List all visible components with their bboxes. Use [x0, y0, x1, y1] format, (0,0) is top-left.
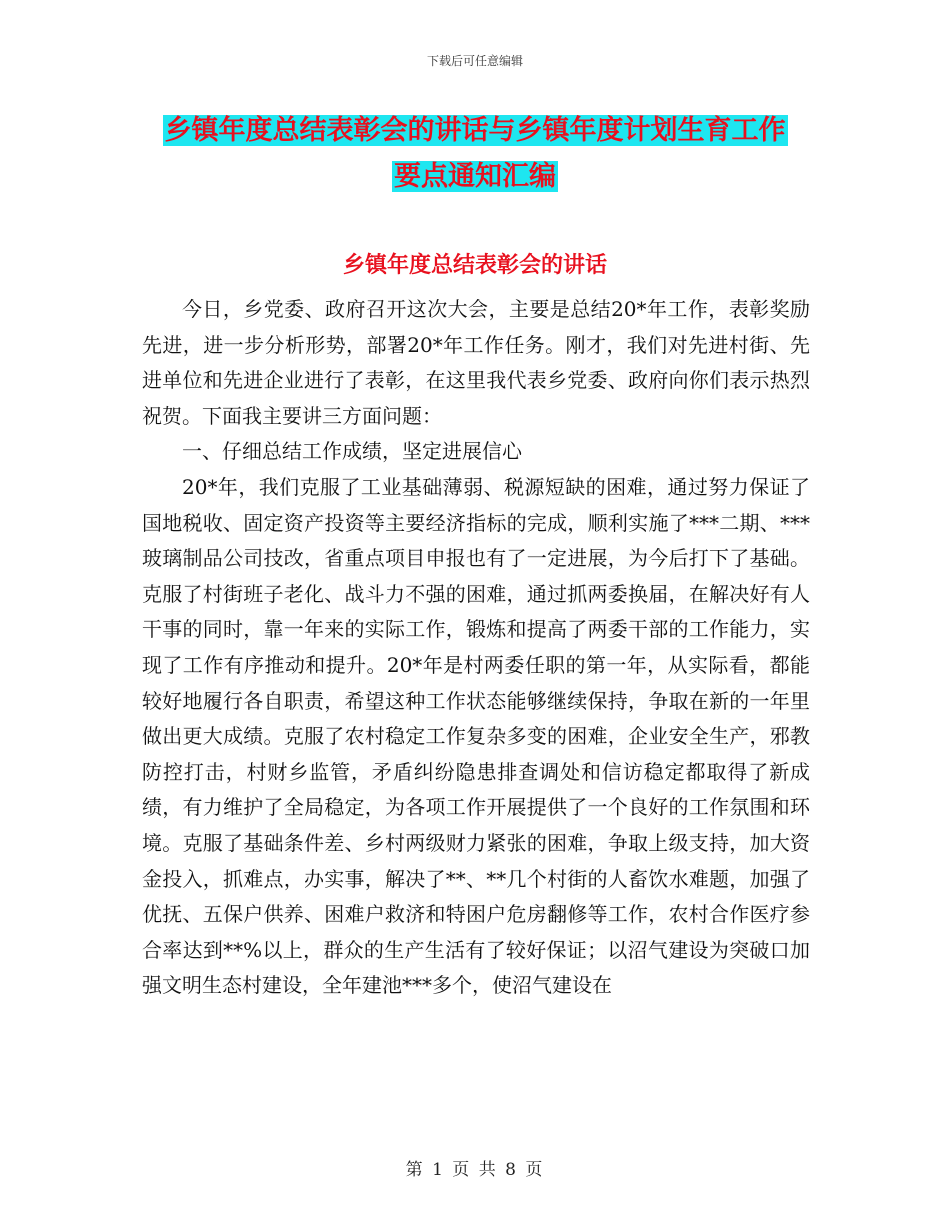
document-title [140, 108, 810, 200]
document-body [142, 292, 810, 1004]
page-header-note: 下载后可任意编辑 [426, 54, 523, 68]
paragraph-achievements: 20*年，我们克服了工业基础薄弱、税源短缺的困难，通过努力保证了国地税收、固定资产投资等主要经济指标的完成，顺利实施了***二期、***玻璃制品公司技改，省重点项目申报也有了一定进展，为今后打下了基础。克服了村街班子老化、战斗力不强的困难，通过抓两委换届，在解决好有人干事的同时，靠一年来的实际工作，锻炼和提高了两委干部的工作能力，实现了工作有序推动和提升。20*年是村两委任职的第一年，从实际看，都能较好地履行各自职责，希望这种工作状态能够继续保持，争取在新的一年里做出更大成绩。克服了农村稳定工作复杂多变的困难，企业安全生产，邪教防控打击，村财乡监管，矛盾纠纷隐患排查调处和信访稳定都取得了新成绩，有力维护了全局稳定，为各项工作开展提供了一个良好的工作氛围和环境。克服了基础条件差、乡村两级财力紧张的困难，争取上级支持，加大资金投入，抓难点，办实事，解决了**、**几个村街的人畜饮水难题，加强了优抚、五保户供养、困难户救济和特困户危房翻修等工作，农村合作医疗参合率达到**%以上，群众的生产生活有了较好保证；以沼气建设为突破口加强文明生态村建设，全年建池***多个，使沼气建设在 [142, 474, 810, 998]
page-number: 第 1 页 共 8 页 [405, 1160, 545, 1180]
paragraph-heading-1: 一、仔细总结工作成绩，坚定进展信心 [182, 439, 522, 464]
paragraph-intro: 今日，乡党委、政府召开这次大会，主要是总结20*年工作，表彰奖励先进，进一步分析形势，部署20*年工作任务。刚才，我们对先进村街、先进单位和先进企业进行了表彰，在这里我代表乡党委、政府向你们表示热烈祝贺。下面我主要讲三方面问题： [142, 297, 810, 428]
document-title-line-1: 乡镇年度总结表彰会的讲话与乡镇年度计划生育工作 [164, 115, 786, 146]
section-title: 乡镇年度总结表彰会的讲话 [342, 253, 607, 278]
document-title-line-2: 要点通知汇编 [394, 161, 556, 192]
